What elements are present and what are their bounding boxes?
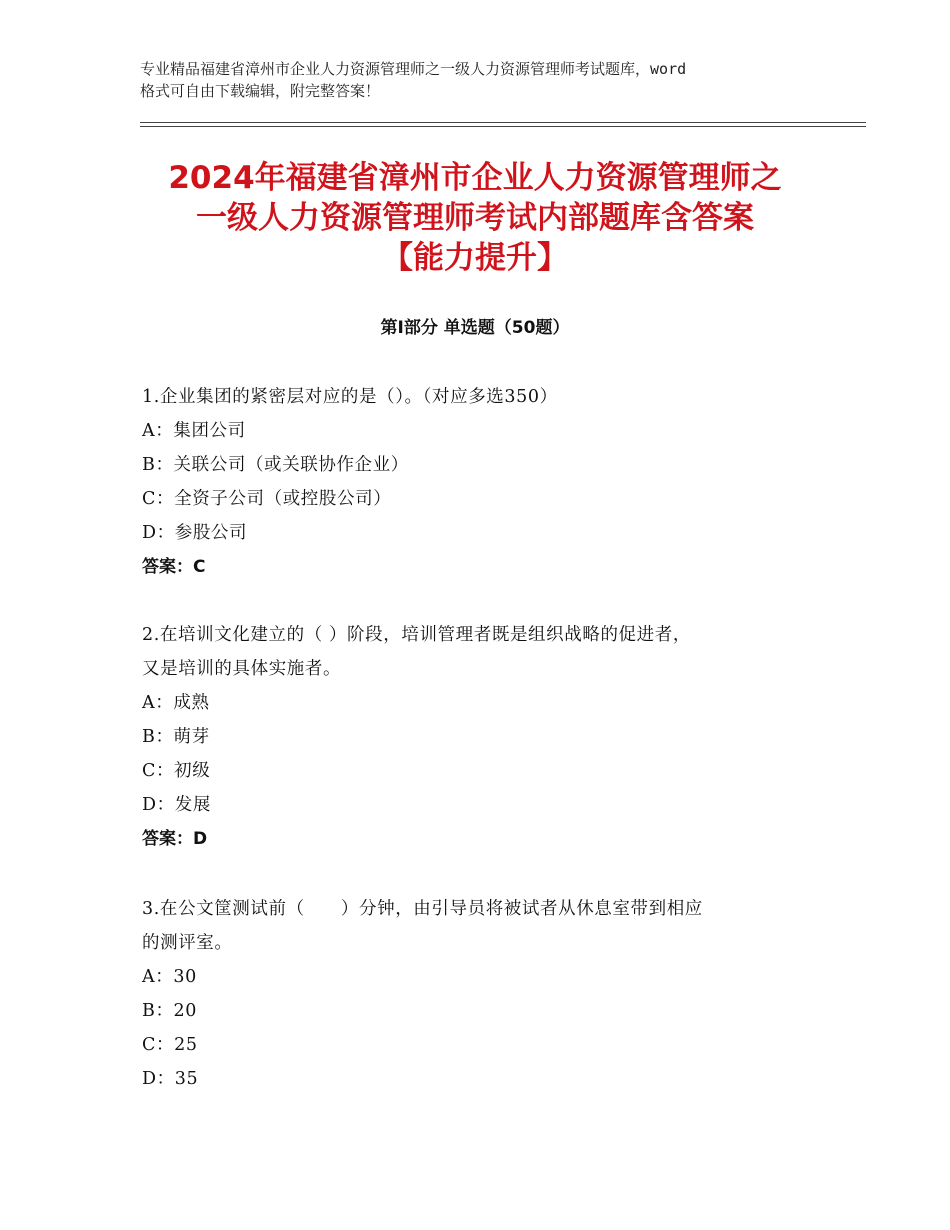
title-line: 一级人力资源管理师考试内部题库含答案 <box>196 200 754 236</box>
option-c: C：全资子公司（或控股公司） <box>142 489 392 509</box>
question-stem-line: 2.在培训文化建立的（ ）阶段，培训管理者既是组织战略的促进者， <box>142 625 691 645</box>
question-stem-line: 1.企业集团的紧密层对应的是（）。（对应多选350） <box>142 387 558 407</box>
title-line: 【能力提升】 <box>382 240 568 276</box>
option-b: B：关联公司（或关联协作企业） <box>142 455 409 475</box>
option-a: A：成熟 <box>142 693 210 713</box>
header-divider <box>140 126 866 127</box>
option-d: D：发展 <box>142 795 211 815</box>
option-b: B：萌芽 <box>142 727 210 747</box>
option-b: B：20 <box>142 1001 198 1021</box>
question-stem-line: 3.在公文筐测试前（ ）分钟，由引导员将被试者从休息室带到相应 <box>142 899 703 919</box>
question-1 <box>142 380 822 584</box>
header-divider <box>140 122 866 123</box>
section-title: 第Ⅰ部分 单选题（50题） <box>380 318 570 338</box>
title-line: 2024年福建省漳州市企业人力资源管理师之 <box>168 160 782 196</box>
question-stem <box>142 380 822 414</box>
answer: 答案：C <box>142 557 206 577</box>
question-stem <box>142 618 822 686</box>
option-d: D：35 <box>142 1069 199 1089</box>
answer: 答案：D <box>142 829 208 849</box>
question-2 <box>142 618 822 856</box>
question-3 <box>142 892 822 1096</box>
option-a: A：集团公司 <box>142 421 246 441</box>
option-c: C：初级 <box>142 761 211 781</box>
option-d: D：参股公司 <box>142 523 248 543</box>
header-note-line: 格式可自由下载编辑，附完整答案！ <box>140 82 381 100</box>
header-note <box>140 58 830 102</box>
question-stem <box>142 892 822 960</box>
document-title <box>100 158 850 278</box>
question-stem-line: 又是培训的具体实施者。 <box>142 659 342 679</box>
option-c: C：25 <box>142 1035 198 1055</box>
header-note-line: 专业精品福建省漳州市企业人力资源管理师之一级人力资源管理师考试题库，word <box>140 60 687 78</box>
question-stem-line: 的测评室。 <box>142 933 233 953</box>
option-a: A：30 <box>142 967 197 987</box>
